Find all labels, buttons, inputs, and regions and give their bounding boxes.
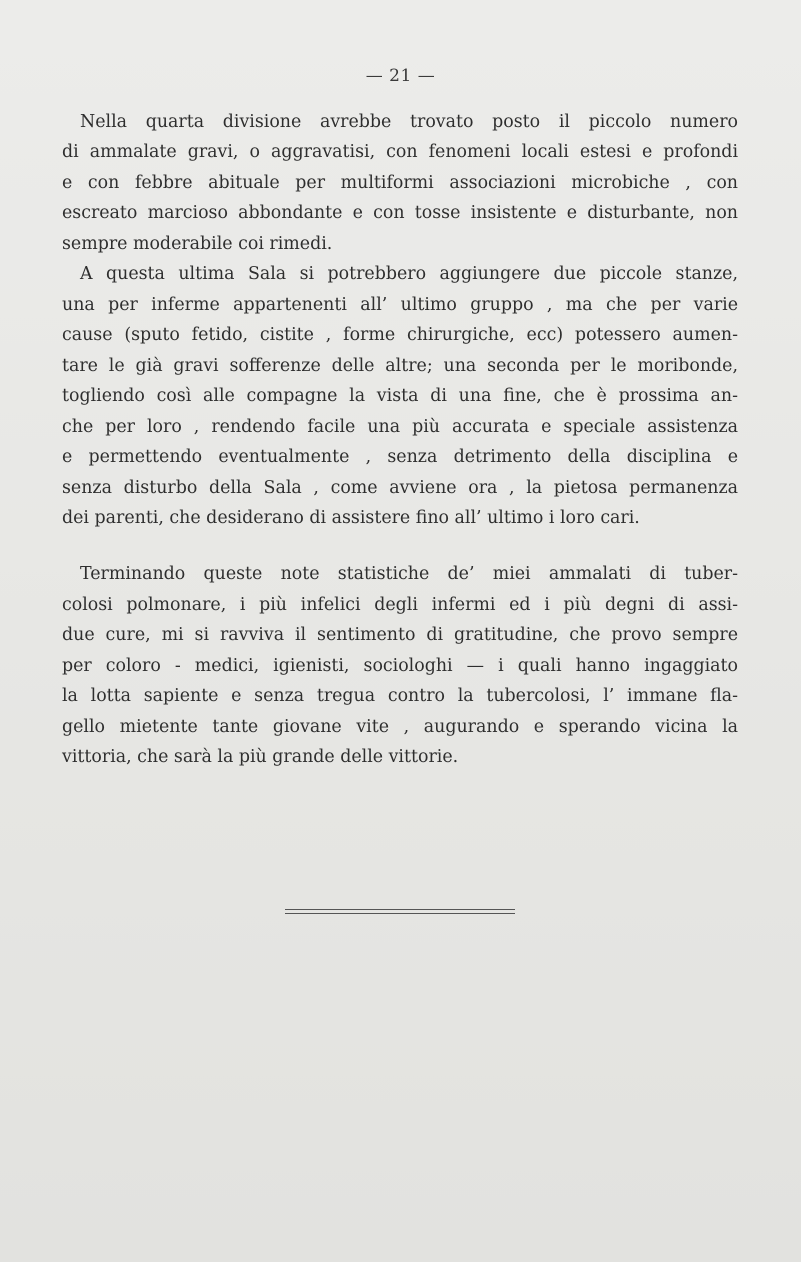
text-line: cause (sputo fetido, cistite , forme chirurgiche, ecc) potessero aumen- — [62, 325, 738, 345]
text-line: e permettendo eventualmente , senza detrimento della disciplina e — [62, 447, 738, 467]
text-line: Nella quarta divisione avrebbe trovato posto il piccolo numero — [80, 112, 738, 132]
text-line: gello mietente tante giovane vite , augurando e sperando vicina la — [62, 717, 738, 737]
text-line: per coloro - medici, igienisti, sociologhi — i quali hanno ingaggiato — [62, 656, 738, 676]
section-divider-rule — [285, 909, 515, 910]
text-line: dei parenti, che desiderano di assistere fino all’ ultimo i loro cari. — [62, 508, 640, 528]
text-line: e con febbre abituale per multiformi associazioni microbiche , con — [62, 173, 738, 193]
text-line: sempre moderabile coi rimedi. — [62, 234, 333, 254]
text-line: senza disturbo della Sala , come avviene ora , la pietosa permanenza — [62, 478, 738, 498]
text-line: che per loro , rendendo facile una più accurata e speciale assistenza — [62, 417, 738, 437]
text-line: escreato marcioso abbondante e con tosse insistente e disturbante, non — [62, 203, 738, 223]
text-line: Terminando queste note statistiche de’ miei ammalati di tuber- — [80, 564, 738, 584]
section-divider-rule — [285, 913, 515, 914]
text-line: colosi polmonare, i più infelici degli infermi ed i più degni di assi- — [62, 595, 738, 615]
text-line: una per inferme appartenenti all’ ultimo gruppo , ma che per varie — [62, 295, 738, 315]
text-line: due cure, mi si ravviva il sentimento di gratitudine, che provo sempre — [62, 625, 738, 645]
page-number-header: — 21 — — [365, 66, 436, 86]
text-line: la lotta sapiente e senza tregua contro la tubercolosi, l’ immane fla- — [62, 686, 738, 706]
text-line: vittoria, che sarà la più grande delle vittorie. — [62, 747, 459, 767]
text-line: di ammalate gravi, o aggravatisi, con fenomeni locali estesi e profondi — [62, 142, 738, 162]
text-line: A questa ultima Sala si potrebbero aggiungere due piccole stanze, — [80, 264, 738, 284]
text-line: togliendo così alle compagne la vista di una fine, che è prossima an- — [62, 386, 738, 406]
text-line: tare le già gravi sofferenze delle altre; una seconda per le moribonde, — [62, 356, 738, 376]
